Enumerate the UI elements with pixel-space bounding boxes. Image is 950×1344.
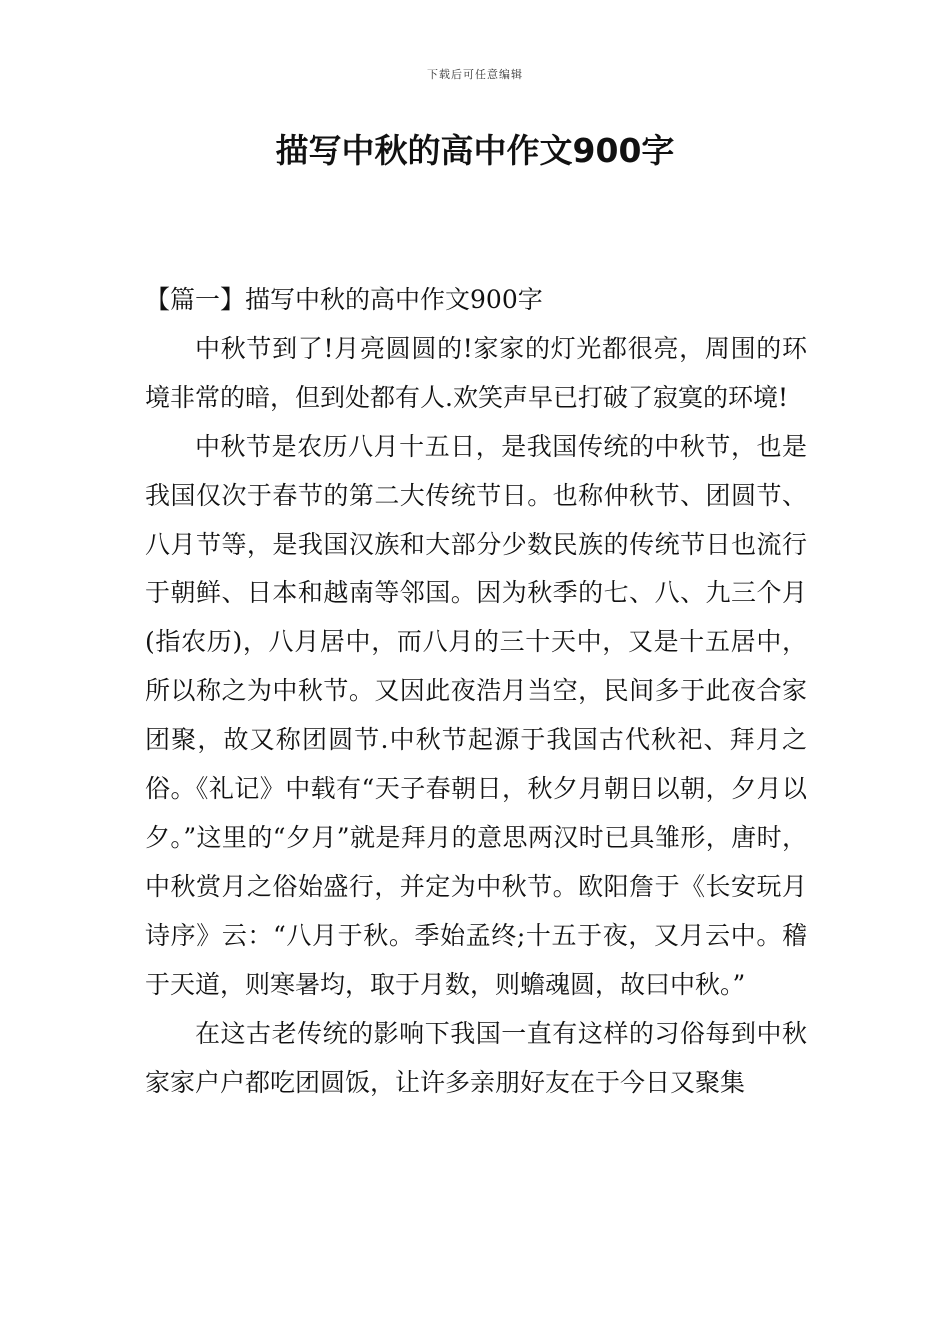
header-note: 下载后可任意编辑 bbox=[427, 68, 523, 81]
paragraph-2: 中秋节是农历八月十五日，是我国传统的中秋节，也是我国仅次于春节的第二大传统节日。也称仲秋节、团圆节、八月节等，是我国汉族和大部分少数民族的传统节日也流行于朝鲜、日本和越南等邻国。因为秋季的七、八、九三个月(指农历)，八月居中，而八月的三十天中，又是十五居中，所以称之为中秋节。又因此夜浩月当空，民间多于此夜合家团聚，故又称团圆节.中秋节起源于我国古代秋祀、拜月之俗。《礼记》中载有“天子春朝日，秋夕月朝日以朝，夕月以夕。”这里的“夕月”就是拜月的意思两汉时已具雏形，唐时，中秋赏月之俗始盛行，并定为中秋节。欧阳詹于《长安玩月诗序》云：“八月于秋。季始孟终;十五于夜，又月云中。稽于天道，则寒暑均，取于月数，则蟾魂圆，故曰中秋。” bbox=[145, 431, 807, 999]
paragraph-1: 中秋节到了!月亮圆圆的!家家的灯光都很亮，周围的环境非常的暗，但到处都有人.欢笑声早已打破了寂寞的环境! bbox=[145, 333, 807, 412]
document-body bbox=[145, 276, 807, 1107]
paragraph-3: 在这古老传统的影响下我国一直有这样的习俗每到中秋家家户户都吃团圆饭，让许多亲朋好友在于今日又聚集 bbox=[145, 1018, 807, 1097]
document-title: 描写中秋的高中作文900字 bbox=[275, 131, 675, 170]
section-heading: 【篇一】描写中秋的高中作文900字 bbox=[145, 285, 543, 314]
